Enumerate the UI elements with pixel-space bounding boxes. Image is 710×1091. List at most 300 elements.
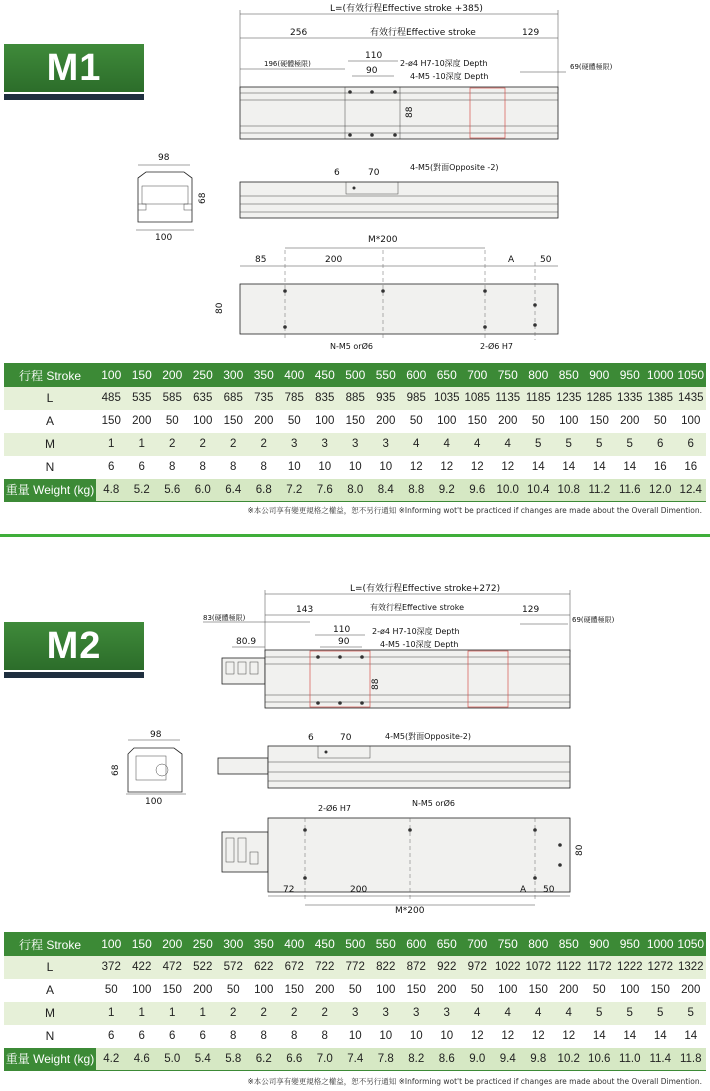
table-header-label: 行程 Stroke — [4, 364, 96, 387]
table-cell: 1222 — [615, 956, 646, 979]
m1-dim-200: 200 — [325, 255, 343, 265]
m2-dim-90: 90 — [338, 637, 350, 647]
stroke-col: 500 — [340, 364, 371, 387]
m2-dim-70: 70 — [340, 733, 352, 743]
section-m1 — [0, 0, 710, 520]
table-cell: 785 — [279, 387, 310, 410]
table-cell: 472 — [157, 956, 188, 979]
table-cell: 1 — [188, 1002, 219, 1025]
table-cell: 5 — [615, 433, 646, 456]
m1-m5-opposite: 4-M5(對面Opposite -2) — [410, 163, 499, 172]
table-cell: 2 — [188, 433, 219, 456]
table-cell: 8 — [279, 1025, 310, 1048]
table-cell: 3 — [279, 433, 310, 456]
table-cell: 1085 — [462, 387, 493, 410]
stroke-col: 200 — [157, 933, 188, 956]
table-cell: 14 — [523, 456, 554, 479]
table-cell: 11.8 — [676, 1048, 707, 1071]
row-label: 重量 Weight (kg) — [4, 1048, 96, 1071]
table-cell: 14 — [615, 1025, 646, 1048]
table-cell: 200 — [554, 979, 585, 1002]
table-cell: 6 — [676, 433, 707, 456]
m2-dim-50: 50 — [543, 885, 555, 895]
stroke-col: 150 — [127, 364, 158, 387]
table-cell: 1235 — [554, 387, 585, 410]
m2-hole-1: 2-ø4 H7-10深度 Depth — [372, 627, 460, 636]
table-cell: 150 — [584, 410, 615, 433]
m2-eff-stroke: 有效行程Effective stroke — [370, 603, 465, 612]
table-cell: 10 — [371, 456, 402, 479]
table-cell: 3 — [340, 1002, 371, 1025]
table-cell: 5 — [645, 1002, 676, 1025]
table-cell: 100 — [249, 979, 280, 1002]
table-cell: 11.0 — [615, 1048, 646, 1071]
model-badge-m1: M1 — [4, 44, 144, 92]
table-cell: 14 — [584, 1025, 615, 1048]
table-cell: 10 — [432, 1025, 463, 1048]
table-cell: 2 — [249, 1002, 280, 1025]
m1-dim-256: 256 — [290, 28, 308, 38]
table-cell: 5 — [584, 433, 615, 456]
table-cell: 1285 — [584, 387, 615, 410]
table-cell: 100 — [127, 979, 158, 1002]
m2-l-formula: L=(有效行程Effective stroke+272) — [350, 584, 501, 594]
m2-dimension-drawing — [0, 540, 710, 925]
table-cell: 3 — [310, 433, 341, 456]
table-cell: 5.4 — [188, 1048, 219, 1071]
m2-dim-100: 100 — [145, 797, 163, 807]
m2-m5-opposite: 4-M5(對面Opposite-2) — [385, 732, 471, 741]
table-cell: 200 — [310, 979, 341, 1002]
m1-nm5: N-M5 orØ6 — [330, 342, 373, 351]
table-cell: 885 — [340, 387, 371, 410]
table-cell: 50 — [523, 410, 554, 433]
table-cell: 7.8 — [371, 1048, 402, 1071]
m2-spec-table — [4, 932, 706, 1071]
table-cell: 11.2 — [584, 479, 615, 502]
m2-notice: ※本公司享有變更規格之權益，恕不另行通知 ※Informing wot't be practiced if changes are made about the Overall Dimention. — [247, 1077, 702, 1086]
stroke-col: 550 — [371, 364, 402, 387]
stroke-col: 450 — [310, 933, 341, 956]
m1-pin: 2-Ø6 H7 — [480, 342, 514, 351]
table-cell: 14 — [676, 1025, 707, 1048]
m1-dim-6: 6 — [334, 168, 340, 178]
table-cell: 1335 — [615, 387, 646, 410]
table-cell: 1385 — [645, 387, 676, 410]
table-cell: 100 — [493, 979, 524, 1002]
table-cell: 100 — [676, 410, 707, 433]
row-label: 重量 Weight (kg) — [4, 479, 96, 502]
table-cell: 5.2 — [127, 479, 158, 502]
table-cell: 7.2 — [279, 479, 310, 502]
stroke-col: 750 — [493, 364, 524, 387]
table-cell: 422 — [127, 956, 158, 979]
table-cell: 1 — [157, 1002, 188, 1025]
m2-hole-2: 4-M5 -10深度 Depth — [380, 640, 459, 649]
m2-dim-72: 72 — [283, 885, 295, 895]
table-cell: 972 — [462, 956, 493, 979]
table-cell: 585 — [157, 387, 188, 410]
table-cell: 722 — [310, 956, 341, 979]
table-cell: 10 — [279, 456, 310, 479]
table-cell: 150 — [401, 979, 432, 1002]
table-cell: 935 — [371, 387, 402, 410]
row-label: L — [4, 956, 96, 979]
table-cell: 2 — [310, 1002, 341, 1025]
m2-dim-80-9: 80.9 — [236, 637, 257, 647]
table-cell: 8.4 — [371, 479, 402, 502]
row-label: L — [4, 387, 96, 410]
m1-spec-table — [4, 363, 706, 502]
stroke-col: 350 — [249, 364, 280, 387]
section-m2 — [0, 540, 710, 1091]
table-cell: 5.0 — [157, 1048, 188, 1071]
stroke-col: 300 — [218, 933, 249, 956]
table-row — [4, 387, 706, 410]
table-cell: 5 — [584, 1002, 615, 1025]
table-cell: 5 — [523, 433, 554, 456]
table-cell: 1 — [96, 1002, 127, 1025]
row-label: M — [4, 433, 96, 456]
section-divider — [0, 534, 710, 537]
table-cell: 150 — [218, 410, 249, 433]
m2-dim-80: 80 — [575, 844, 585, 856]
table-cell: 12.0 — [645, 479, 676, 502]
table-cell: 2 — [157, 433, 188, 456]
table-cell: 6.0 — [188, 479, 219, 502]
table-cell: 2 — [279, 1002, 310, 1025]
table-cell: 200 — [676, 979, 707, 1002]
table-cell: 12 — [493, 1025, 524, 1048]
table-cell: 10 — [310, 456, 341, 479]
table-cell: 50 — [462, 979, 493, 1002]
table-cell: 835 — [310, 387, 341, 410]
table-cell: 200 — [188, 979, 219, 1002]
table-cell: 872 — [401, 956, 432, 979]
table-cell: 9.8 — [523, 1048, 554, 1071]
table-row — [4, 1048, 706, 1071]
table-cell: 4.6 — [127, 1048, 158, 1071]
m1-dim-a: A — [508, 255, 515, 265]
stroke-col: 800 — [523, 364, 554, 387]
table-cell: 16 — [676, 456, 707, 479]
table-cell: 672 — [279, 956, 310, 979]
table-cell: 1072 — [523, 956, 554, 979]
stroke-col: 500 — [340, 933, 371, 956]
table-cell: 150 — [96, 410, 127, 433]
table-header-label: 行程 Stroke — [4, 933, 96, 956]
m1-hole-2: 4-M5 -10深度 Depth — [410, 72, 489, 81]
stroke-col: 100 — [96, 364, 127, 387]
m2-limit-83: 83(硬體極限) — [203, 614, 246, 622]
table-cell: 3 — [371, 433, 402, 456]
stroke-col: 1050 — [676, 364, 707, 387]
table-cell: 150 — [157, 979, 188, 1002]
table-cell: 8.0 — [340, 479, 371, 502]
table-cell: 1322 — [676, 956, 707, 979]
table-row — [4, 410, 706, 433]
m1-dim-100: 100 — [155, 233, 173, 243]
m1-limit-196: 196(硬體極限) — [264, 60, 311, 68]
stroke-col: 750 — [493, 933, 524, 956]
table-cell: 1185 — [523, 387, 554, 410]
table-cell: 6.4 — [218, 479, 249, 502]
table-cell: 200 — [615, 410, 646, 433]
table-cell: 1 — [127, 433, 158, 456]
stroke-col: 900 — [584, 364, 615, 387]
table-cell: 8.8 — [401, 479, 432, 502]
table-row — [4, 1002, 706, 1025]
m1-dim-70: 70 — [368, 168, 380, 178]
table-row — [4, 456, 706, 479]
table-cell: 10.8 — [554, 479, 585, 502]
table-cell: 50 — [584, 979, 615, 1002]
model-badge-m2: M2 — [4, 622, 144, 670]
table-cell: 50 — [218, 979, 249, 1002]
table-cell: 9.6 — [462, 479, 493, 502]
table-cell: 4 — [493, 1002, 524, 1025]
m1-dim-68: 68 — [198, 192, 208, 204]
table-cell: 8 — [218, 456, 249, 479]
table-cell: 11.6 — [615, 479, 646, 502]
stroke-col: 1050 — [676, 933, 707, 956]
m2-limit-69: 69(硬體極限) — [572, 616, 615, 624]
table-cell: 1122 — [554, 956, 585, 979]
table-cell: 3 — [340, 433, 371, 456]
m2-m200: M*200 — [395, 906, 425, 916]
table-cell: 522 — [188, 956, 219, 979]
table-row — [4, 956, 706, 979]
m1-notice: ※本公司享有變更規格之權益，恕不另行通知 ※Informing wot't be practiced if changes are made about the Overall Dimention. — [247, 506, 702, 515]
table-cell: 5.6 — [157, 479, 188, 502]
table-cell: 4 — [462, 1002, 493, 1025]
m2-dim-98: 98 — [150, 730, 162, 740]
table-cell: 1 — [96, 433, 127, 456]
table-cell: 10 — [401, 1025, 432, 1048]
table-cell: 10.6 — [584, 1048, 615, 1071]
table-cell: 1035 — [432, 387, 463, 410]
table-cell: 50 — [401, 410, 432, 433]
table-cell: 5 — [615, 1002, 646, 1025]
table-cell: 16 — [645, 456, 676, 479]
table-cell: 4.8 — [96, 479, 127, 502]
table-cell: 12.4 — [676, 479, 707, 502]
table-cell: 6.6 — [279, 1048, 310, 1071]
table-cell: 100 — [188, 410, 219, 433]
table-cell: 9.2 — [432, 479, 463, 502]
table-cell: 200 — [249, 410, 280, 433]
m2-dim-200: 200 — [350, 885, 368, 895]
table-cell: 6.8 — [249, 479, 280, 502]
table-cell: 100 — [432, 410, 463, 433]
table-cell: 635 — [188, 387, 219, 410]
table-cell: 9.4 — [493, 1048, 524, 1071]
table-cell: 685 — [218, 387, 249, 410]
row-label: A — [4, 979, 96, 1002]
m2-dim-68: 68 — [111, 764, 121, 776]
m2-dim-110: 110 — [333, 625, 351, 635]
stroke-col: 200 — [157, 364, 188, 387]
table-row — [4, 1025, 706, 1048]
table-cell: 12 — [401, 456, 432, 479]
stroke-col: 850 — [554, 364, 585, 387]
table-cell: 4 — [523, 1002, 554, 1025]
table-cell: 12 — [493, 456, 524, 479]
table-cell: 8 — [310, 1025, 341, 1048]
table-cell: 200 — [493, 410, 524, 433]
table-cell: 100 — [371, 979, 402, 1002]
m1-hole-1: 2-ø4 H7-10深度 Depth — [400, 59, 488, 68]
stroke-col: 350 — [249, 933, 280, 956]
table-cell: 14 — [615, 456, 646, 479]
m1-l-formula: L=(有效行程Effective stroke +385) — [330, 4, 483, 14]
table-cell: 150 — [462, 410, 493, 433]
table-cell: 485 — [96, 387, 127, 410]
table-cell: 7.4 — [340, 1048, 371, 1071]
table-cell: 1 — [127, 1002, 158, 1025]
table-cell: 6 — [96, 456, 127, 479]
m1-m200: M*200 — [368, 235, 398, 245]
table-row — [4, 979, 706, 1002]
table-cell: 6 — [127, 456, 158, 479]
m1-dim-50: 50 — [540, 255, 552, 265]
table-cell: 10 — [340, 1025, 371, 1048]
table-cell: 50 — [645, 410, 676, 433]
table-cell: 3 — [401, 1002, 432, 1025]
table-cell: 5.8 — [218, 1048, 249, 1071]
table-header-row — [4, 933, 706, 956]
stroke-col: 150 — [127, 933, 158, 956]
table-cell: 1172 — [584, 956, 615, 979]
m1-limit-69: 69(硬體極限) — [570, 63, 613, 71]
table-cell: 985 — [401, 387, 432, 410]
table-cell: 100 — [310, 410, 341, 433]
stroke-col: 800 — [523, 933, 554, 956]
table-cell: 6 — [96, 1025, 127, 1048]
m1-dim-90: 90 — [366, 66, 378, 76]
table-cell: 14 — [584, 456, 615, 479]
stroke-col: 400 — [279, 933, 310, 956]
stroke-col: 550 — [371, 933, 402, 956]
stroke-col: 700 — [462, 364, 493, 387]
table-cell: 8.2 — [401, 1048, 432, 1071]
stroke-col: 400 — [279, 364, 310, 387]
table-cell: 735 — [249, 387, 280, 410]
table-cell: 14 — [645, 1025, 676, 1048]
table-cell: 10 — [371, 1025, 402, 1048]
stroke-col: 1000 — [645, 933, 676, 956]
table-cell: 12 — [554, 1025, 585, 1048]
table-cell: 150 — [279, 979, 310, 1002]
table-cell: 4 — [432, 433, 463, 456]
stroke-col: 250 — [188, 933, 219, 956]
table-cell: 7.0 — [310, 1048, 341, 1071]
table-cell: 6.2 — [249, 1048, 280, 1071]
table-cell: 4 — [493, 433, 524, 456]
m2-dim-129: 129 — [522, 605, 540, 615]
m2-dim-88: 88 — [371, 678, 381, 690]
table-cell: 6 — [157, 1025, 188, 1048]
table-cell: 2 — [249, 433, 280, 456]
m1-dim-129: 129 — [522, 28, 540, 38]
stroke-col: 950 — [615, 364, 646, 387]
table-cell: 5 — [676, 1002, 707, 1025]
table-cell: 10 — [340, 456, 371, 479]
m2-dim-6: 6 — [308, 733, 314, 743]
table-header-row — [4, 364, 706, 387]
stroke-col: 250 — [188, 364, 219, 387]
m1-dim-98: 98 — [158, 153, 170, 163]
row-label: A — [4, 410, 96, 433]
stroke-col: 450 — [310, 364, 341, 387]
table-cell: 6 — [127, 1025, 158, 1048]
m1-dim-88: 88 — [405, 106, 415, 118]
table-cell: 100 — [615, 979, 646, 1002]
stroke-col: 650 — [432, 364, 463, 387]
table-cell: 2 — [218, 1002, 249, 1025]
table-cell: 372 — [96, 956, 127, 979]
table-cell: 11.4 — [645, 1048, 676, 1071]
table-cell: 50 — [157, 410, 188, 433]
table-cell: 9.0 — [462, 1048, 493, 1071]
table-cell: 14 — [554, 456, 585, 479]
table-cell: 6 — [188, 1025, 219, 1048]
table-row — [4, 433, 706, 456]
table-cell: 8 — [249, 456, 280, 479]
table-cell: 3 — [432, 1002, 463, 1025]
table-cell: 4 — [554, 1002, 585, 1025]
row-label: M — [4, 1002, 96, 1025]
stroke-col: 650 — [432, 933, 463, 956]
table-cell: 10.4 — [523, 479, 554, 502]
row-label: N — [4, 1025, 96, 1048]
stroke-col: 850 — [554, 933, 585, 956]
m1-dim-80: 80 — [215, 302, 225, 314]
table-cell: 5 — [554, 433, 585, 456]
table-cell: 535 — [127, 387, 158, 410]
table-cell: 7.6 — [310, 479, 341, 502]
table-cell: 8 — [218, 1025, 249, 1048]
table-cell: 150 — [340, 410, 371, 433]
table-cell: 822 — [371, 956, 402, 979]
table-cell: 12 — [523, 1025, 554, 1048]
stroke-col: 600 — [401, 933, 432, 956]
table-cell: 4.2 — [96, 1048, 127, 1071]
table-cell: 1435 — [676, 387, 707, 410]
table-cell: 150 — [645, 979, 676, 1002]
m2-dim-a: A — [520, 885, 527, 895]
m1-eff-stroke: 有效行程Effective stroke — [370, 28, 476, 38]
stroke-col: 600 — [401, 364, 432, 387]
table-cell: 12 — [432, 456, 463, 479]
stroke-col: 1000 — [645, 364, 676, 387]
table-cell: 1022 — [493, 956, 524, 979]
table-cell: 200 — [432, 979, 463, 1002]
table-cell: 6 — [645, 433, 676, 456]
table-cell: 50 — [279, 410, 310, 433]
table-cell: 922 — [432, 956, 463, 979]
table-cell: 100 — [554, 410, 585, 433]
table-cell: 200 — [127, 410, 158, 433]
m2-dim-143: 143 — [296, 605, 314, 615]
table-cell: 2 — [218, 433, 249, 456]
table-cell: 10.0 — [493, 479, 524, 502]
table-cell: 1272 — [645, 956, 676, 979]
table-cell: 50 — [96, 979, 127, 1002]
table-row — [4, 479, 706, 502]
table-cell: 572 — [218, 956, 249, 979]
m1-dim-110: 110 — [365, 51, 383, 61]
